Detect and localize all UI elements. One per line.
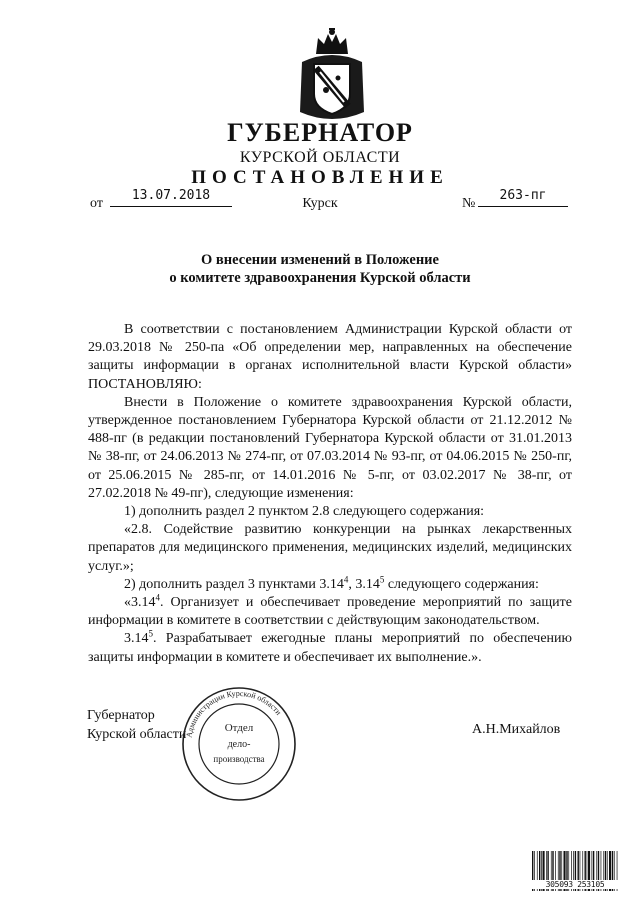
subject-line-1: О внесении изменений в Положение bbox=[201, 252, 439, 268]
document-number: 263-пг bbox=[478, 188, 568, 207]
document-authority-title: ГУБЕРНАТОР bbox=[227, 118, 413, 147]
body-paragraph-clause-3-14-4 bbox=[88, 594, 572, 630]
stamp-line-3: производства bbox=[213, 754, 265, 764]
body-paragraph-resolution: Внести в Положение о комитете здравоохранения Курской области, утвержденное постановлением Губернатора Курской области от 21.12.2012 № 488-пг (в редакции постановлений Губернатора Курской области от 31.01.2013 № 38-пг, от 24.06.2013 № 274-пг, от 07.03.2014 № 93-пг, от 04.06.2015 № 250-пг, от 25.06.2015 № 285-пг, от 14.01.2016 № 5-пг, от 03.02.2017 № 38-пг, от 27.02.2018 № 49-пг), следующие изменения: bbox=[88, 394, 572, 501]
stamp-line-1: Отдел bbox=[224, 722, 254, 734]
official-stamp bbox=[180, 685, 298, 803]
clause-number: 3.14 bbox=[124, 631, 149, 647]
subject-line-2: о комитете здравоохранения Курской области bbox=[169, 270, 471, 286]
date-prefix-label: от bbox=[90, 196, 103, 211]
document-body bbox=[88, 321, 572, 667]
clause-number: «3.14 bbox=[124, 595, 156, 611]
stamp-ring-text: Администрации Курской области bbox=[184, 688, 284, 739]
document-city: Курск bbox=[302, 196, 338, 211]
signatory-title-line-2: Курской области bbox=[87, 727, 187, 742]
superscript: 4 bbox=[155, 592, 160, 603]
body-paragraph-item-1: 1) дополнить раздел 2 пунктом 2.8 следующего содержания: bbox=[124, 504, 485, 520]
item-2-text-a: 2) дополнить раздел 3 пунктами 3.14 bbox=[124, 576, 344, 592]
coat-of-arms-icon bbox=[296, 28, 368, 124]
body-paragraph-preamble: В соответствии с постановлением Администрации Курской области от 29.03.2018 № 250-па «Об определении мер, направленных на обеспечение защиты информации в органах исполнительной власти Курской области» ПОСТАНОВЛЯЮ: bbox=[88, 322, 572, 392]
superscript: 5 bbox=[379, 574, 385, 585]
clause-text: . Разрабатывает ежегодные планы мероприятий по обеспечению защиты информации в комитете и обеспечивает их выполнение.». bbox=[88, 631, 572, 665]
signatory-name: А.Н.Михайлов bbox=[472, 722, 561, 737]
body-paragraph-item-2 bbox=[88, 576, 572, 594]
document-type: ПОСТАНОВЛЕНИЕ bbox=[191, 167, 449, 188]
signatory-title-line-1: Губернатор bbox=[87, 708, 155, 723]
signatory-title bbox=[87, 706, 186, 744]
document-date: 13.07.2018 bbox=[110, 188, 232, 207]
superscript: 4 bbox=[343, 574, 349, 585]
superscript: 5 bbox=[148, 628, 153, 639]
clause-text: . Организует и обеспечивает проведение мероприятий по защите информации в комитете в соответствии с действующим законодательством. bbox=[88, 595, 572, 629]
body-paragraph-clause-3-14-5 bbox=[88, 630, 572, 666]
item-2-text-b: , 3.14 bbox=[348, 576, 380, 592]
barcode-number: 305093 253105 bbox=[531, 880, 619, 889]
document-region: КУРСКОЙ ОБЛАСТИ bbox=[239, 149, 401, 166]
body-paragraph-item-1-text: «2.8. Содействие развитию конкуренции на рынках лекарственных препаратов для медицинского применения, медицинских изделий, медицинских услуг.»; bbox=[88, 522, 572, 574]
document-subject bbox=[0, 251, 640, 287]
stamp-line-2: дело- bbox=[227, 739, 251, 750]
number-prefix-label: № bbox=[462, 196, 476, 211]
item-2-text-c: следующего содержания: bbox=[384, 576, 539, 592]
